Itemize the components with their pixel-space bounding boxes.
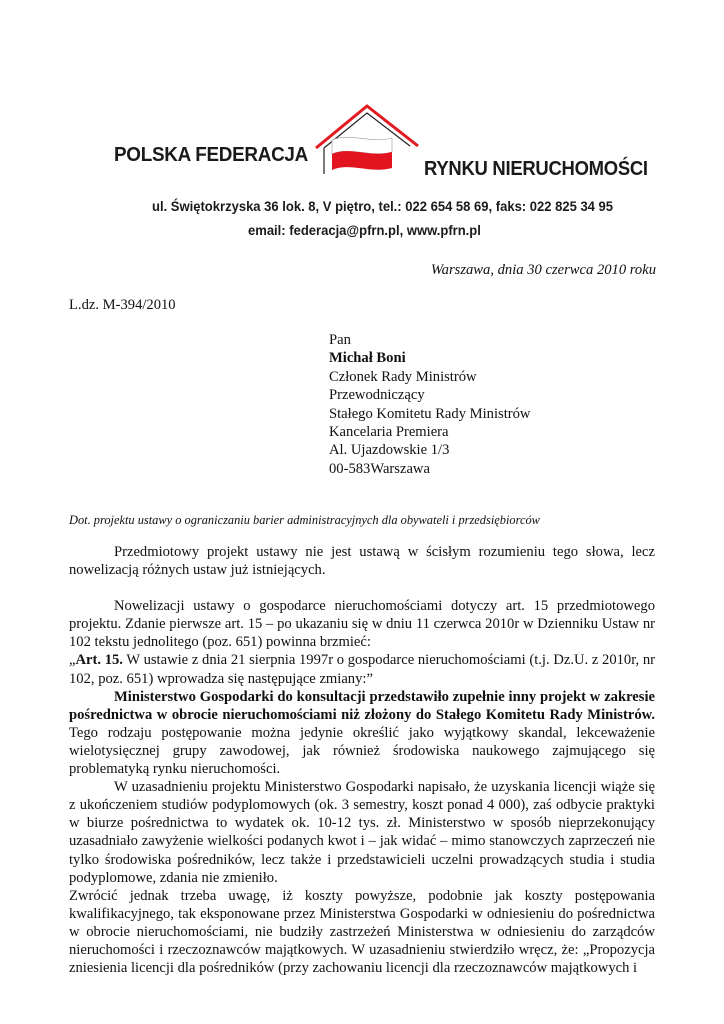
org-contact: email: federacja@pfrn.pl, www.pfrn.pl — [248, 222, 481, 238]
letter-body — [69, 543, 655, 977]
addressee-line: Stałego Komitetu Rady Ministrów — [329, 405, 531, 422]
flag-white — [332, 137, 392, 154]
paragraph: Zwrócić jednak trzeba uwagę, iż koszty powyższe, podobnie jak koszty postępowania kwalifikacyjnego, tak eksponowane przez Ministerstwa Gospodarki w odniesieniu do pośrednictwa w obrocie nieruchomościami, nie budziły zastrzeżeń Ministerstwa w odniesieniu do zarządców nieruchomości i rzeczoznawców majątkowych. W uzasadnieniu stwierdziło wręcz, że: „Propozycja zniesienia licencji dla pośredników (przy zachowaniu licencji dla rzeczoznawców majątkowych i — [69, 887, 655, 977]
paragraph: Przedmiotowy projekt ustawy nie jest ustawą w ścisłym rozumieniu tego słowa, lecz nowelizacją różnych ustaw już istniejących. — [69, 544, 655, 579]
paragraph: Ministerstwo Gospodarki do konsultacji przedstawiło zupełnie inny projekt w zakresie pośrednictwa w obrocie nieruchomościami niż złożony do Stałego Komitetu Rady Ministrów. Tego rodzaju postępowanie można jedynie określić jako wyjątkowy skandal, lekceważenie wielotysięcznej grupy zawodowej, jak również środowiska naukowego zajmującego się problematyką rynku nieruchomości. — [69, 688, 655, 778]
letter-subject: Dot. projektu ustawy o ograniczaniu barier administracyjnych dla obywateli i przedsiębiorców — [69, 513, 540, 527]
flag-red — [332, 151, 392, 170]
addressee-line: Członek Rady Ministrów — [329, 368, 477, 385]
org-name-right: RYNKU NIERUCHOMOŚCI — [424, 157, 648, 180]
org-address: ul. Świętokrzyska 36 lok. 8, V piętro, tel.: 022 654 58 69, faks: 022 825 34 95 — [152, 198, 614, 214]
house-flag-logo-icon — [312, 102, 422, 182]
letter-date: Warszawa, dnia 30 czerwca 2010 roku — [430, 262, 656, 278]
paragraph: Nowelizacji ustawy o gospodarce nieruchomościami dotyczy art. 15 przedmiotowego projektu. Zdanie pierwsze art. 15 – po ukazaniu się w dniu 11 czerwca 2010r w Dzienniku Ustaw nr 102 tekstu jednolitego (poz. 651) powinna brzmieć: — [69, 598, 655, 651]
addressee-line: Przewodniczący — [329, 387, 425, 404]
addressee-block — [329, 331, 669, 478]
addressee-name: Michał Boni — [329, 350, 406, 367]
paragraph: W uzasadnieniu projektu Ministerstwo Gospodarki napisało, że uzyskania licencji wiąże się z ukończeniem studiów podyplomowych (ok. 3 semestry, koszt ponad 4 000), zaś odbycie praktyki w biurze pośrednictwa to wydatek ok. 10-12 tys. zł. Ministerstwo w sposób nieprzekonujący uzasadniało zawyżenie wielkości podanych kwot i – jak widać – mimo stanowczych zaprzeczeń nie tylko środowiska pośredników, lecz także i przedstawicieli uczelni prowadzących studia i studia podyplomowe, zdania nie zmieniło. — [69, 779, 655, 886]
addressee-salutation: Pan — [329, 332, 351, 348]
addressee-line: 00-583Warszawa — [329, 460, 430, 477]
org-name-left: POLSKA FEDERACJA — [114, 143, 308, 166]
reference-number: L.dz. M-394/2010 — [69, 297, 176, 313]
addressee-line: Al. Ujazdowskie 1/3 — [329, 442, 450, 459]
addressee-line: Kancelaria Premiera — [329, 423, 449, 440]
paragraph-quote: „Art. 15. W ustawie z dnia 21 sierpnia 1997r o gospodarce nieruchomościami (t.j. Dz.U. z 2010r, nr 102, poz. 651) wprowadza się następujące zmiany:” — [69, 652, 655, 687]
emphasis-text: Ministerstwo Gospodarki do konsultacji przedstawiło zupełnie inny projekt w zakresie pośrednictwa w obrocie nieruchomościami niż złożony do Stałego Komitetu Rady Ministrów. — [69, 688, 655, 723]
article-label: Art. 15. — [75, 652, 123, 669]
